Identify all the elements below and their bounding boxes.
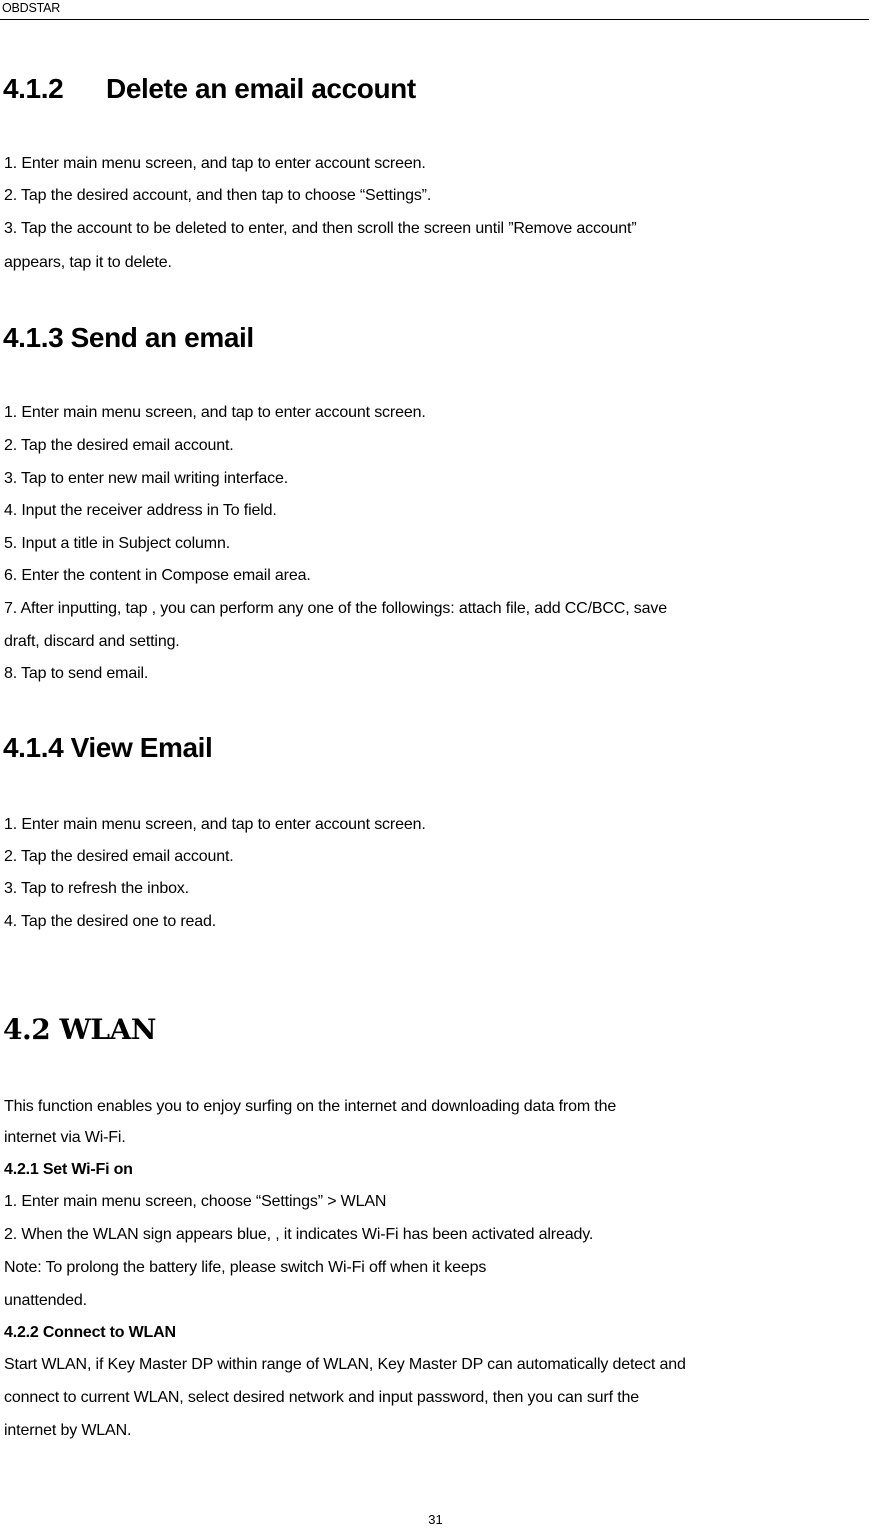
heading-send-email: 4.1.3 Send an email: [3, 322, 254, 353]
delete-step-1: 1. Enter main menu screen, and tap to enter account screen.: [4, 155, 426, 172]
wlan-intro-line-2: internet via Wi-Fi.: [4, 1129, 126, 1146]
view-step-4: 4. Tap the desired one to read.: [4, 913, 217, 930]
send-step-5: 5. Input a title in Subject column.: [4, 535, 230, 552]
heading-connect-wlan: 4.2.2 Connect to WLAN: [4, 1324, 176, 1341]
connect-line-1: Start WLAN, if Key Master DP within range of WLAN, Key Master DP can automatically detect and: [4, 1356, 686, 1373]
view-step-1: 1. Enter main menu screen, and tap to enter account screen.: [4, 816, 426, 833]
heading-wlan: 4.2 WLAN: [3, 1013, 156, 1046]
send-step-3: 3. Tap to enter new mail writing interface.: [4, 470, 289, 487]
header-brand: OBDSTAR: [2, 1, 61, 15]
send-step-7-cont: draft, discard and setting.: [4, 633, 180, 650]
page-header: [0, 0, 869, 20]
heading-view-email: 4.1.4 View Email: [3, 732, 213, 763]
set-wifi-note: Note: To prolong the battery life, please switch Wi-Fi off when it keeps: [4, 1259, 487, 1276]
heading-title: Delete an email account: [106, 73, 416, 104]
send-step-8: 8. Tap to send email.: [4, 665, 149, 682]
page-number: 31: [428, 1512, 443, 1527]
heading-set-wifi: 4.2.1 Set Wi-Fi on: [4, 1161, 133, 1178]
view-step-3: 3. Tap to refresh the inbox.: [4, 880, 189, 897]
wlan-intro-line-1: This function enables you to enjoy surfing on the internet and downloading data from the: [4, 1098, 617, 1115]
send-step-1: 1. Enter main menu screen, and tap to enter account screen.: [4, 404, 426, 421]
heading-number: 4.1.2: [3, 73, 64, 104]
set-wifi-step-1: 1. Enter main menu screen, choose “Settings” > WLAN: [4, 1193, 387, 1210]
set-wifi-step-2: 2. When the WLAN sign appears blue, , it indicates Wi-Fi has been activated already.: [4, 1226, 594, 1243]
heading-delete-account: [3, 72, 416, 106]
send-step-6: 6. Enter the content in Compose email area.: [4, 567, 311, 584]
connect-line-3: internet by WLAN.: [4, 1422, 132, 1439]
send-step-2: 2. Tap the desired email account.: [4, 437, 234, 454]
delete-step-3: 3. Tap the account to be deleted to enter, and then scroll the screen until ”Remove account”: [4, 220, 637, 237]
view-step-2: 2. Tap the desired email account.: [4, 848, 234, 865]
delete-step-2: 2. Tap the desired account, and then tap to choose “Settings”.: [4, 187, 432, 204]
connect-line-2: connect to current WLAN, select desired network and input password, then you can surf the: [4, 1389, 639, 1406]
delete-step-3-cont: appears, tap it to delete.: [4, 254, 172, 271]
send-step-4: 4. Input the receiver address in To field.: [4, 502, 277, 519]
set-wifi-note-cont: unattended.: [4, 1292, 87, 1309]
send-step-7: 7. After inputting, tap , you can perform any one of the followings: attach file, add CC/BCC, save: [4, 600, 668, 617]
